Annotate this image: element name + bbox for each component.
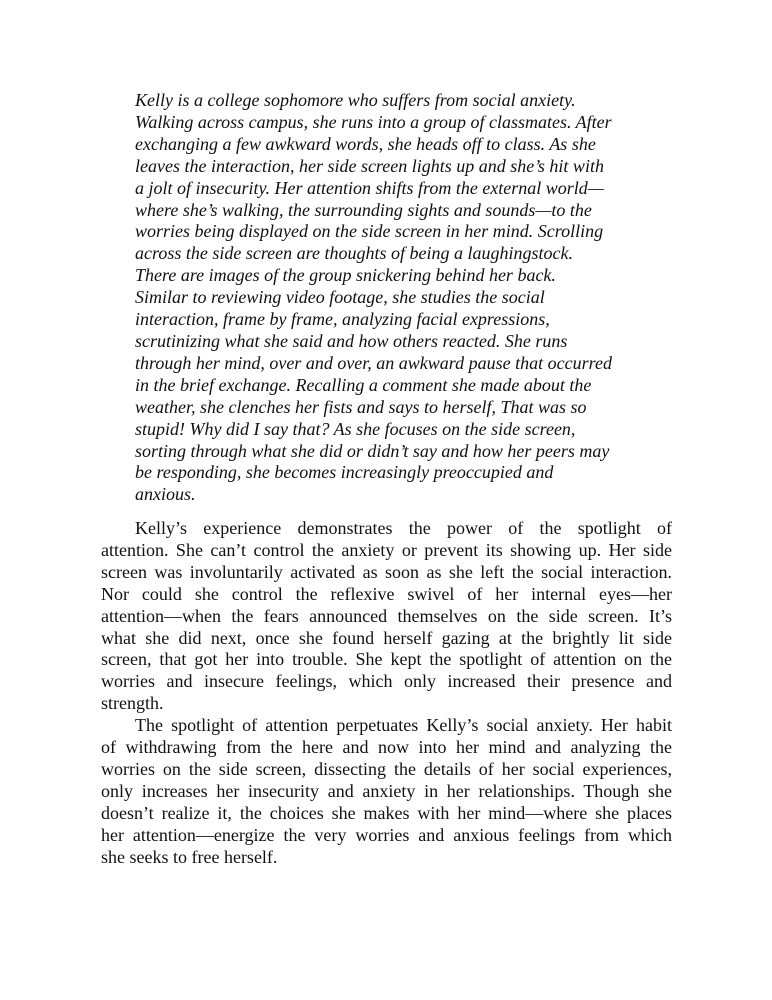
extract-line: There are images of the group snickering behind her back. xyxy=(135,265,556,286)
extract-line: exchanging a few awkward words, she heads off to class. As she xyxy=(135,133,596,154)
extract-line: weather, she clenches her fists and says to herself, That was so xyxy=(135,396,587,417)
extract-line: scrutinizing what she said and how others reacted. She runs xyxy=(135,330,568,351)
extract-line: be responding, she becomes increasingly preoccupied and xyxy=(135,462,554,483)
extract-line: in the brief exchange. Recalling a comment she made about the xyxy=(135,374,592,395)
extract-line: through her mind, over and over, an awkward pause that occurred xyxy=(135,352,612,373)
paragraph-line: attention. She can’t control the anxiety or prevent its showing up. Her side xyxy=(101,539,672,560)
paragraph-line: The spotlight of attention perpetuates Kelly’s social anxiety. Her habit xyxy=(135,715,672,736)
paragraph-line: only increases her insecurity and anxiety in her relationships. Though she xyxy=(101,780,672,801)
paragraph-line: what she did next, once she found herself gazing at the brightly lit side xyxy=(101,627,672,648)
extract-line: where she’s walking, the surrounding sights and sounds—to the xyxy=(135,199,592,220)
paragraph-line: worries and insecure feelings, which only increased their presence and xyxy=(101,671,672,692)
paragraph-spotlight-perpetuates xyxy=(101,715,672,868)
extract-line: leaves the interaction, her side screen lights up and she’s hit with xyxy=(135,155,604,176)
paragraph-line: Kelly’s experience demonstrates the power of the spotlight of xyxy=(135,518,672,538)
extract-line: anxious. xyxy=(135,484,196,505)
extract-line: stupid! Why did I say that? As she focuses on the side screen, xyxy=(135,418,576,439)
paragraph-line: she seeks to free herself. xyxy=(101,846,278,867)
extract-line: a jolt of insecurity. Her attention shifts from the external world— xyxy=(135,177,604,198)
extract-line: Kelly is a college sophomore who suffers from social anxiety. xyxy=(135,90,576,110)
extract-line: sorting through what she did or didn’t say and how her peers may xyxy=(135,440,610,461)
paragraph-line: screen was involuntarily activated as soon as she left the social interaction. xyxy=(101,561,672,582)
extract-line: worries being displayed on the side screen in her mind. Scrolling xyxy=(135,221,604,242)
paragraph-line: screen, that got her into trouble. She kept the spotlight of attention on the xyxy=(101,649,672,670)
extract-line: interaction, frame by frame, analyzing facial expressions, xyxy=(135,309,550,330)
paragraph-line: worries on the side screen, dissecting the details of her social experiences, xyxy=(101,758,672,779)
paragraph-line: her attention—energize the very worries and anxious feelings from which xyxy=(101,824,672,845)
body-text xyxy=(101,518,672,869)
paragraph-line: attention—when the fears announced themselves on the side screen. It’s xyxy=(101,605,672,626)
extract-line: Similar to reviewing video footage, she studies the social xyxy=(135,287,545,308)
paragraph-spotlight-power xyxy=(101,518,672,715)
paragraph-line: doesn’t realize it, the choices she makes with her mind—where she places xyxy=(101,802,672,823)
paragraph-line: Nor could she control the reflexive swivel of her internal eyes—her xyxy=(101,583,672,604)
case-example-extract xyxy=(135,90,655,506)
extract-line: Walking across campus, she runs into a group of classmates. After xyxy=(135,111,612,132)
extract-line: across the side screen are thoughts of being a laughingstock. xyxy=(135,243,573,264)
paragraph-line: of withdrawing from the here and now into her mind and analyzing the xyxy=(101,737,672,758)
paragraph-line: strength. xyxy=(101,693,164,714)
